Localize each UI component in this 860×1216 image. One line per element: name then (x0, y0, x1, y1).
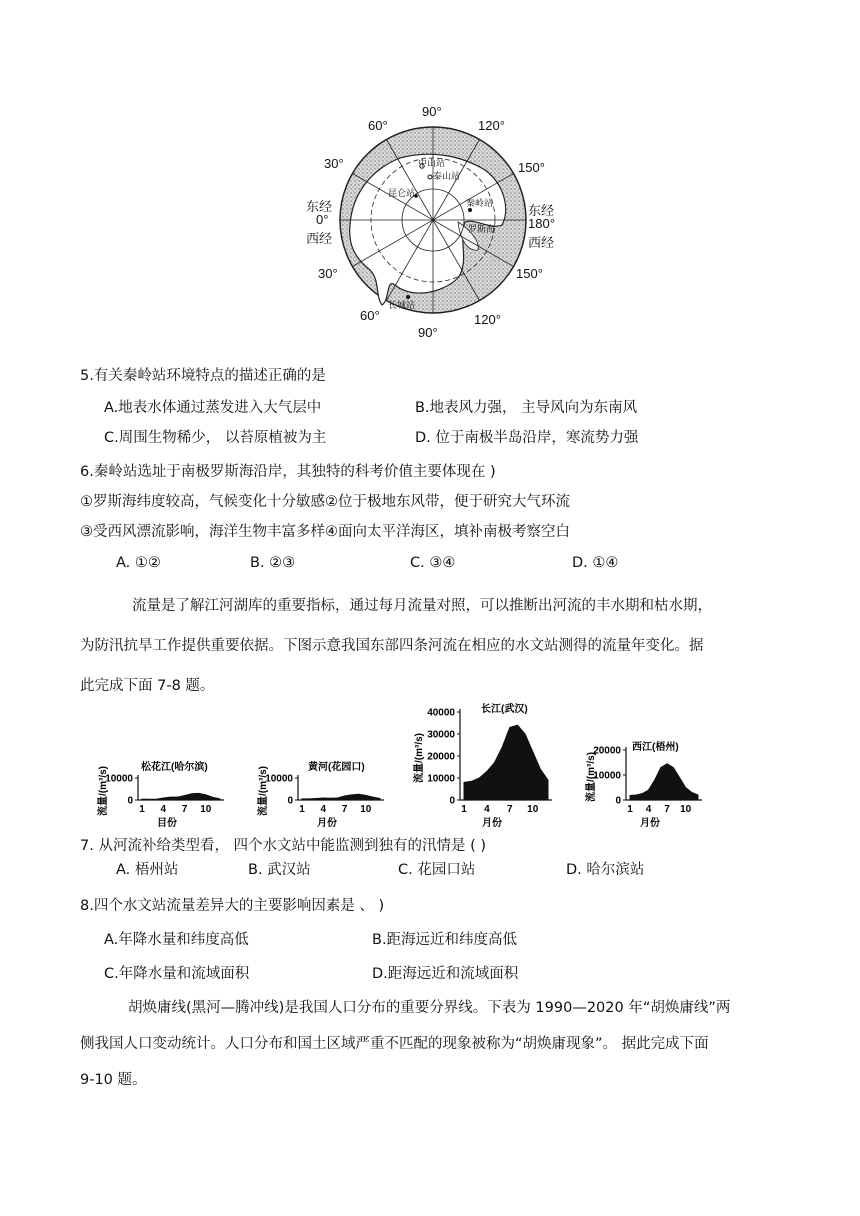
flow-area-3 (630, 764, 698, 800)
q8-option-d: D.距海远近和流域面积 (372, 966, 519, 982)
q6-option-d: D. ①④ (572, 555, 619, 571)
x-tick-label-0-3: 10 (200, 804, 212, 815)
x-tick-label-0-1: 4 (160, 804, 167, 815)
y-axis-label-1: 流量/(m³/s) (258, 766, 269, 816)
q6-option-a: A. ①② (116, 555, 161, 571)
q6-statement-2: ③受西风漂流影响，海洋生物丰富多样④面向太平洋海区，填补南极考察空白 (80, 524, 570, 540)
q7-option-b: B. 武汉站 (248, 862, 311, 878)
map-label-east-right: 东经 (528, 203, 555, 218)
x-axis-label-1: 月份 (317, 818, 337, 829)
map-label-180: 180° (528, 216, 555, 231)
y-axis-label-0: 流量/(m³/s) (98, 766, 109, 816)
map-label-bot120: 120° (474, 312, 501, 327)
map-label-kunlun: 昆仑站 (388, 188, 416, 198)
q7-option-c: C. 花园口站 (398, 862, 476, 878)
y-tick-label-0-1: 0 (127, 795, 133, 807)
x-tick-label-1-3: 10 (360, 804, 372, 815)
river-flow-charts (76, 700, 716, 835)
map-label-top120: 120° (478, 118, 505, 133)
map-label-bot90: 90° (418, 325, 438, 340)
flow-area-0 (142, 793, 220, 800)
y-tick-label-2-2: 20000 (427, 751, 455, 763)
y-tick-label-0-0: 10000 (105, 773, 133, 785)
map-label-zhongshan: 中山站 (418, 158, 446, 168)
chart-xijiang (584, 740, 702, 829)
passage2-line1: 胡焕庸线(黑河—腾冲线)是我国人口分布的重要分界线。下表为 1990—2020 年“胡焕庸线”两 (128, 1000, 731, 1016)
map-label-bot60: 60° (360, 308, 380, 323)
x-tick-label-3-3: 10 (680, 804, 692, 815)
map-label-left30: 30° (324, 156, 344, 171)
x-tick-label-2-1: 4 (484, 804, 490, 815)
map-label-west-left: 西经 (306, 231, 333, 246)
q8-option-a: A.年降水量和纬度高低 (104, 932, 249, 948)
x-tick-label-1-2: 7 (341, 804, 348, 815)
map-label-changcheng: 长城站 (388, 300, 416, 310)
flow-area-1 (302, 794, 380, 800)
q6-stem: 6.秦岭站选址于南极罗斯海沿岸，其独特的科考价值主要体现在 ) (80, 464, 496, 480)
x-axis-label-0: 目份 (157, 818, 177, 829)
q8-option-c: C.年降水量和流域面积 (104, 966, 250, 982)
y-tick-label-3-0: 20000 (593, 745, 621, 757)
x-tick-label-2-2: 7 (507, 804, 513, 815)
q5-option-d: D. 位于南极半岛沿岸，寒流势力强 (415, 430, 639, 446)
y-tick-label-3-1: 10000 (593, 770, 621, 782)
chart-huanghe (256, 760, 384, 829)
x-tick-label-2-0: 1 (461, 804, 467, 815)
x-tick-label-2-3: 10 (527, 804, 539, 815)
antarctica-map (290, 100, 570, 350)
map-label-top60: 60° (368, 118, 388, 133)
y-tick-label-2-3: 10000 (427, 773, 455, 785)
chart-title-1: 黄河(花园口) (308, 762, 365, 773)
y-tick-label-2-1: 30000 (427, 729, 455, 741)
y-tick-label-3-2: 0 (615, 795, 621, 807)
chart-changjiang (412, 702, 552, 829)
passage1-line1: 流量是了解江河湖库的重要指标，通过每月流量对照，可以推断出河流的丰水期和枯水期， (132, 598, 712, 614)
passage2-line2: 侧我国人口变动统计。人口分布和国土区域严重不匹配的现象被称为“胡焕庸现象”。 据此完成下面 (80, 1036, 709, 1052)
chart-title-0: 松花江(哈尔滨) (141, 762, 208, 773)
q7-option-d: D. 哈尔滨站 (566, 862, 645, 878)
q6-option-c: C. ③④ (410, 555, 456, 571)
x-axis-label-3: 月份 (640, 818, 660, 829)
q5-option-b: B.地表风力强， 主导风向为东南风 (415, 400, 638, 416)
x-tick-label-3-2: 7 (664, 804, 670, 815)
q5-option-a: A.地表水体通过蒸发进入大气层中 (104, 400, 322, 416)
x-tick-label-0-2: 7 (181, 804, 188, 815)
chart-title-3: 西江(梧州) (632, 742, 679, 753)
map-label-west-right: 西经 (528, 235, 555, 250)
map-label-top90: 90° (422, 104, 442, 119)
q5-option-c: C.周围生物稀少， 以苔原植被为主 (104, 430, 327, 446)
map-label-qinling: 秦岭站 (466, 198, 494, 208)
map-label-bl30: 30° (318, 266, 338, 281)
map-label-br150: 150° (516, 266, 543, 281)
y-axis-label-3: 流量/(m³/s) (586, 752, 597, 802)
passage1-line3: 此完成下面 7-8 题。 (80, 678, 215, 694)
q7-stem: 7. 从河流补给类型看， 四个水文站中能监测到独有的汛情是 ( ) (80, 838, 487, 854)
x-tick-label-3-1: 4 (645, 804, 652, 815)
passage1-line2: 为防汛抗旱工作提供重要依据。下图示意我国东部四条河流在相应的水文站测得的流量年变化。据 (80, 638, 704, 654)
chart-title-2: 长江(武汉) (481, 704, 528, 715)
y-axis-label-2: 流量/(m³/s) (414, 733, 425, 783)
x-tick-label-1-1: 4 (320, 804, 327, 815)
y-tick-label-1-1: 0 (287, 795, 293, 807)
x-axis-label-2: 月份 (482, 818, 502, 829)
flow-area-2 (464, 725, 548, 800)
chart-songhua (96, 760, 224, 829)
q6-option-b: B. ②③ (250, 555, 296, 571)
q8-stem: 8.四个水文站流量差异大的主要影响因素是 、 ) (80, 898, 385, 914)
q5-stem: 5.有关秦岭站环境特点的描述正确的是 (80, 368, 326, 384)
map-label-zero: 0° (316, 212, 329, 227)
y-tick-label-1-0: 10000 (265, 773, 293, 785)
y-tick-label-2-4: 0 (449, 795, 455, 807)
q6-statement-1: ①罗斯海纬度较高，气候变化十分敏感②位于极地东风带，便于研究大气环流 (80, 494, 570, 510)
x-tick-label-0-0: 1 (139, 804, 145, 815)
q8-option-b: B.距海远近和纬度高低 (372, 932, 518, 948)
y-tick-label-2-0: 40000 (427, 707, 455, 719)
passage2-line3: 9-10 题。 (80, 1072, 147, 1088)
map-label-taishan: 泰山站 (433, 171, 461, 181)
x-tick-label-3-0: 1 (627, 804, 633, 815)
q7-option-a: A. 梧州站 (116, 862, 179, 878)
map-label-east-left: 东经 (306, 199, 333, 214)
x-tick-label-1-0: 1 (299, 804, 305, 815)
map-label-rosssea: 罗斯海 (468, 224, 496, 234)
map-label-right150: 150° (518, 160, 545, 175)
